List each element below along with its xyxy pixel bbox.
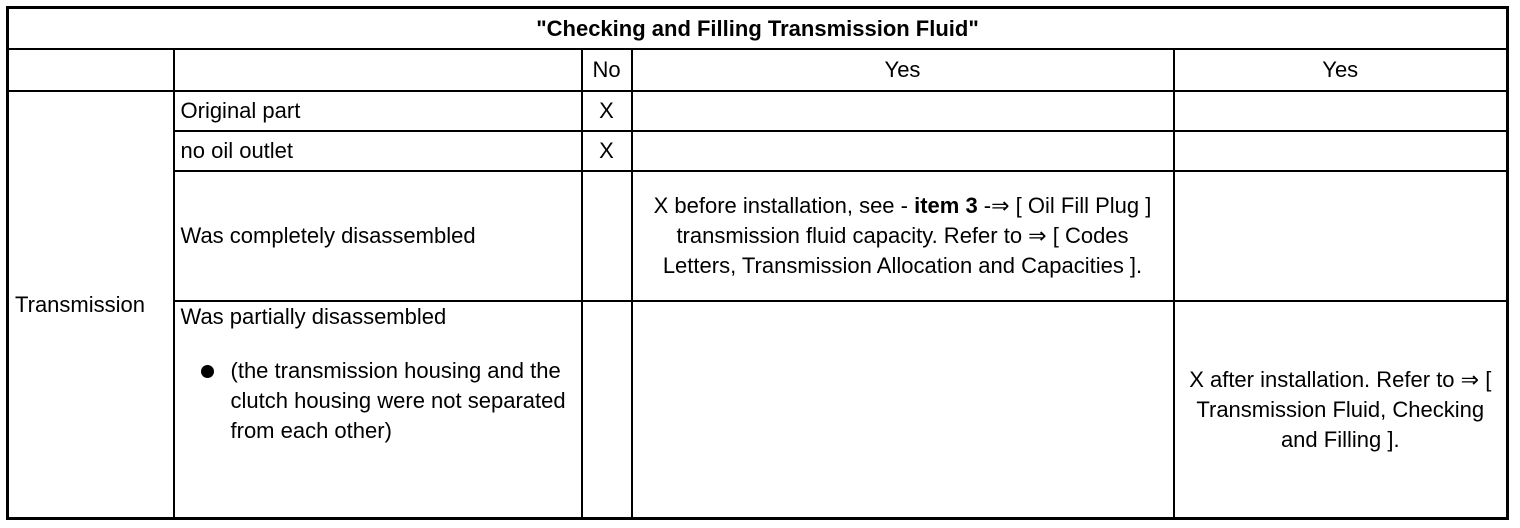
table-row	[8, 301, 1508, 519]
table-row	[8, 171, 1508, 301]
table-title: "Checking and Filling Transmission Fluid"	[8, 8, 1508, 50]
yes-after-cell: X after installation. Refer to ⇒ [ Transmission Fluid, Checking and Filling ].	[1174, 301, 1508, 519]
yes-before-cell	[632, 91, 1174, 131]
condition-cell: Original part	[174, 91, 582, 131]
table-row	[8, 91, 1508, 131]
yes-before-cell	[632, 171, 1174, 301]
table-row	[8, 131, 1508, 171]
bullet-dot-icon	[201, 365, 214, 378]
header-blank-1	[8, 49, 174, 91]
no-mark: X	[582, 91, 632, 131]
no-mark	[582, 301, 632, 519]
header-no: No	[582, 49, 632, 91]
yes-after-cell	[1174, 131, 1508, 171]
yes-after-cell	[1174, 171, 1508, 301]
row-group-transmission: Transmission	[8, 91, 174, 519]
yes-before-cell	[632, 131, 1174, 171]
title-row	[8, 8, 1508, 50]
header-row	[8, 49, 1508, 91]
instruction-prefix: X before installation, see -	[653, 193, 915, 218]
condition-cell: Was completely disassembled	[174, 171, 582, 301]
yes-after-cell	[1174, 91, 1508, 131]
condition-bullets	[181, 356, 575, 446]
yes-before-cell	[632, 301, 1174, 519]
no-mark: X	[582, 131, 632, 171]
header-yes-after: Yes	[1174, 49, 1508, 91]
header-blank-2	[174, 49, 582, 91]
instruction-suffix: -⇒ [ Oil Fill Plug ] transmission fluid capacity. Refer to ⇒ [ Codes Letters, Transmission Allocation and Capacities ].	[662, 193, 1152, 278]
condition-cell: no oil outlet	[174, 131, 582, 171]
condition-label: Was partially disassembled	[180, 304, 447, 329]
bullet-text: (the transmission housing and the clutch housing were not separated from each other)	[230, 358, 566, 443]
header-yes-before: Yes	[632, 49, 1174, 91]
bullet-item	[201, 356, 575, 446]
fluid-table	[6, 6, 1509, 520]
item-reference: item 3	[914, 193, 978, 218]
condition-cell	[174, 301, 582, 519]
no-mark	[582, 171, 632, 301]
